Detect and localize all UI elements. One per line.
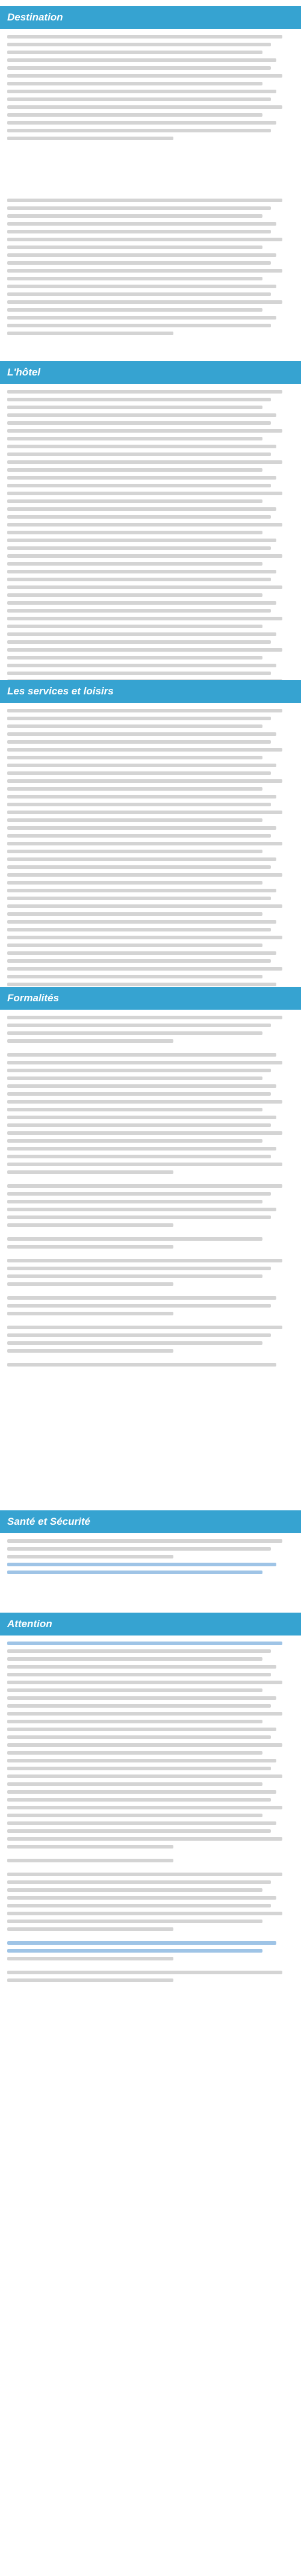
attention-section xyxy=(0,1613,301,1986)
section-body xyxy=(0,1642,301,1982)
section-heading: Santé et Sécurité xyxy=(0,1510,301,1533)
section-heading: Les services et loisirs xyxy=(0,680,301,703)
formalites-section xyxy=(0,987,301,1371)
services-section xyxy=(0,680,301,1006)
section-heading: L'hôtel xyxy=(0,361,301,384)
section-body xyxy=(0,35,301,335)
section-heading: Attention xyxy=(0,1613,301,1635)
sante-section xyxy=(0,1510,301,1578)
section-heading: Destination xyxy=(0,6,301,29)
section-body xyxy=(0,1016,301,1367)
section-body xyxy=(0,1539,301,1574)
destination-section xyxy=(0,6,301,339)
hotel-section xyxy=(0,361,301,703)
section-heading: Formalités xyxy=(0,987,301,1010)
section-body xyxy=(0,390,301,699)
section-body xyxy=(0,709,301,1002)
